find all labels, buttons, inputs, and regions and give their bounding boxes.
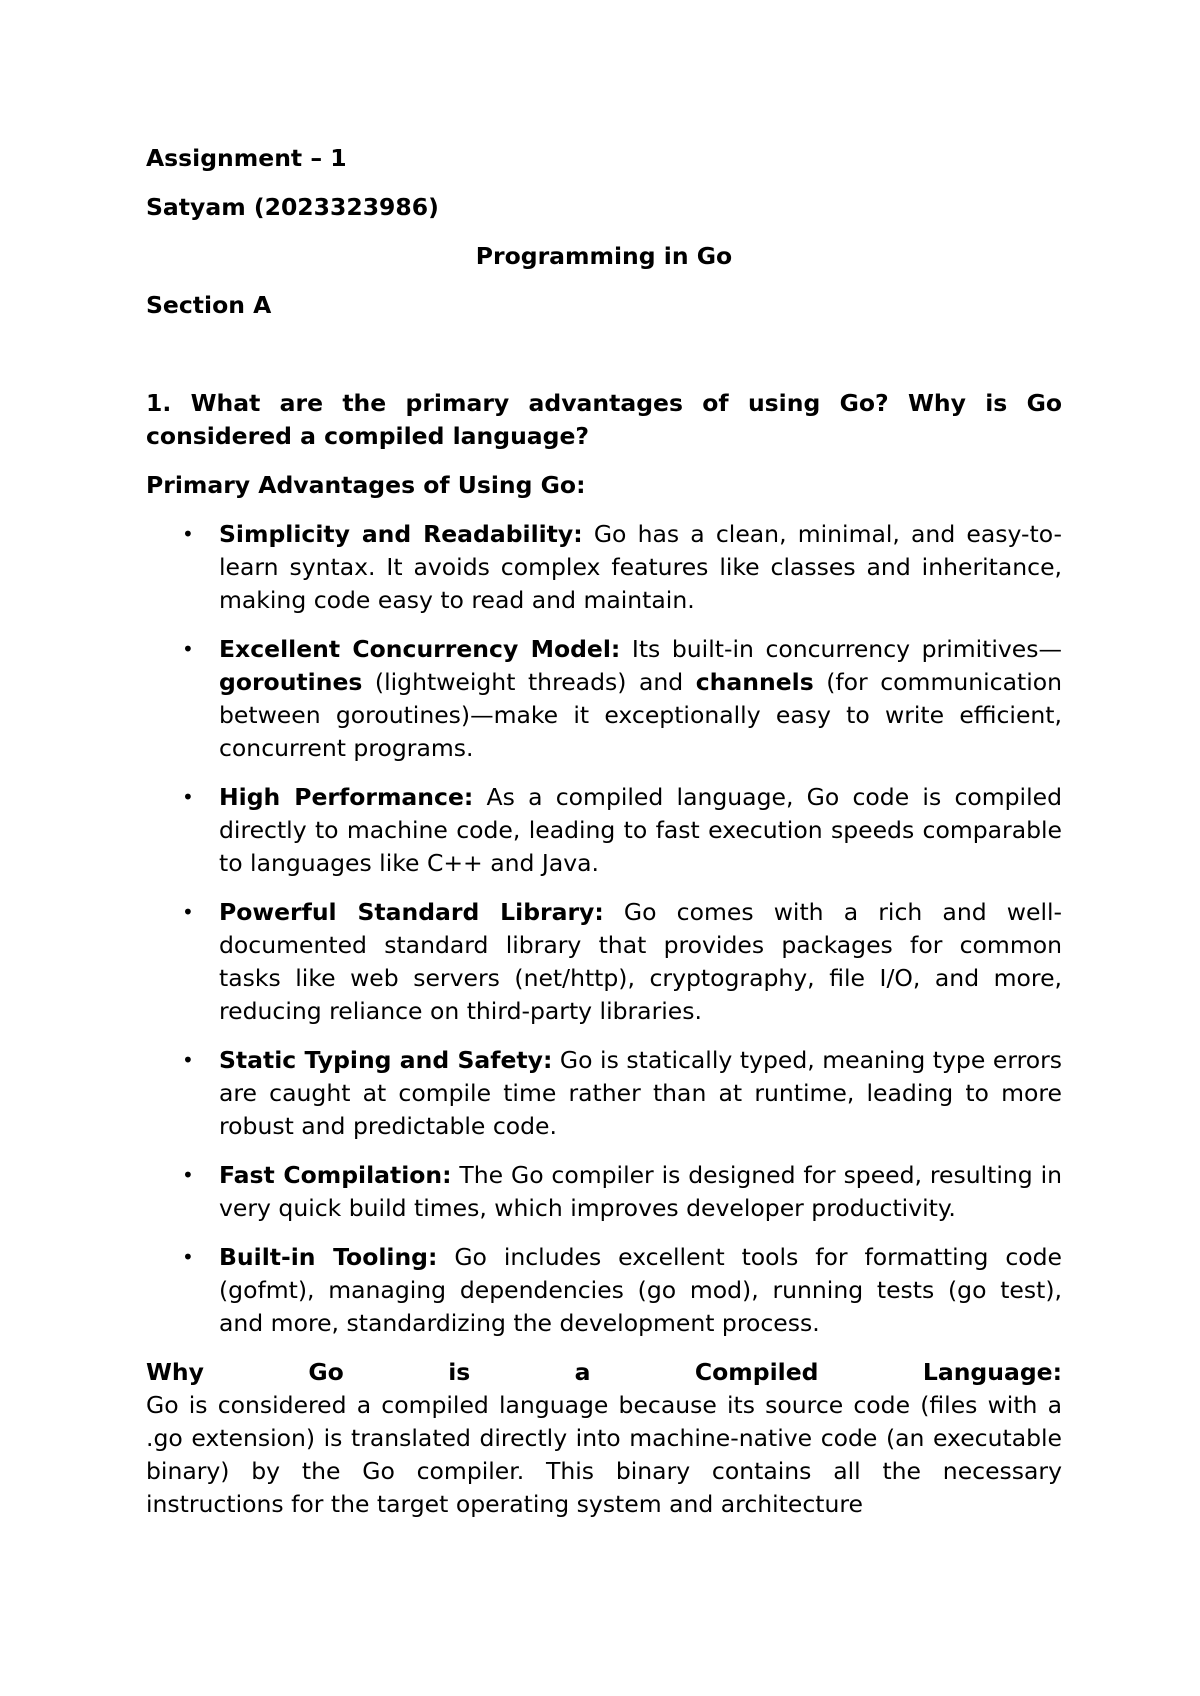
list-item xyxy=(146,781,1062,880)
item-text: As a compiled language, Go code is compiled directly to machine code, leading to fast execution speeds comparable to languages like C++ and Java. xyxy=(219,783,1062,877)
item-text: Go is statically typed, meaning type errors are caught at compile time rather than at runtime, leading to more robust and predictable code. xyxy=(219,1046,1062,1140)
item-text: The Go compiler is designed for speed, resulting in very quick build times, which improves developer productivity. xyxy=(219,1161,1062,1222)
advantages-heading: Primary Advantages of Using Go: xyxy=(146,471,586,499)
why-compiled-heading: Why Go is a Compiled Language: xyxy=(146,1358,1062,1386)
item-text: (for communication between goroutines)—make it exceptionally easy to write efficient, concurrent programs. xyxy=(219,668,1062,762)
bullet-icon: • xyxy=(182,785,194,809)
list-item xyxy=(146,1044,1062,1143)
item-text: Its built-in concurrency primitives— xyxy=(620,635,1062,663)
list-item xyxy=(146,1159,1062,1225)
bullet-icon: • xyxy=(182,900,194,924)
advantages-list xyxy=(146,518,1062,1340)
item-title: Built-in Tooling: xyxy=(219,1243,438,1271)
list-item xyxy=(146,518,1062,617)
item-term: channels xyxy=(695,668,814,696)
course-title: Programming in Go xyxy=(475,242,733,270)
item-text: Go has a clean, minimal, and easy-to-learn syntax. It avoids complex features like classes and inheritance, making code easy to read and maintain. xyxy=(219,520,1063,614)
question-text: 1. What are the primary advantages of using Go? Why is Go considered a compiled language? xyxy=(146,389,1062,450)
item-title: Powerful Standard Library: xyxy=(219,898,604,926)
item-title: Excellent Concurrency Model: xyxy=(219,635,621,663)
item-text: Go comes with a rich and well-documented standard library that provides packages for common tasks like web servers (net/http), cryptography, file I/O, and more, reducing reliance on third-party libraries. xyxy=(219,898,1062,1025)
question-block xyxy=(146,387,1062,1521)
section-heading: Section A xyxy=(146,291,272,319)
item-text: Go includes excellent tools for formatting code (gofmt), managing dependencies (go mod), running tests (go test), and more, standardizing the development process. xyxy=(219,1243,1062,1337)
list-item xyxy=(146,1241,1062,1340)
list-item xyxy=(146,896,1062,1028)
bullet-icon: • xyxy=(182,522,194,546)
item-text: (lightweight threads) and xyxy=(362,668,696,696)
why-compiled-text: Go is considered a compiled language because its source code (files with a .go extension) is translated directly into machine-native code (an executable binary) by the Go compiler. This binary contains all the necessary instructions for the target operating system and architecture xyxy=(146,1391,1062,1518)
item-title: Fast Compilation: xyxy=(219,1161,452,1189)
list-item xyxy=(146,633,1062,765)
assignment-title: Assignment – 1 xyxy=(146,144,347,172)
bullet-icon: • xyxy=(182,1163,194,1187)
item-title: Static Typing and Safety: xyxy=(219,1046,553,1074)
item-title: Simplicity and Readability: xyxy=(219,520,583,548)
student-name: Satyam (2023323986) xyxy=(146,193,439,221)
item-title: High Performance: xyxy=(219,783,474,811)
bullet-icon: • xyxy=(182,637,194,661)
bullet-icon: • xyxy=(182,1245,194,1269)
bullet-icon: • xyxy=(182,1048,194,1072)
item-term: goroutines xyxy=(219,668,363,696)
